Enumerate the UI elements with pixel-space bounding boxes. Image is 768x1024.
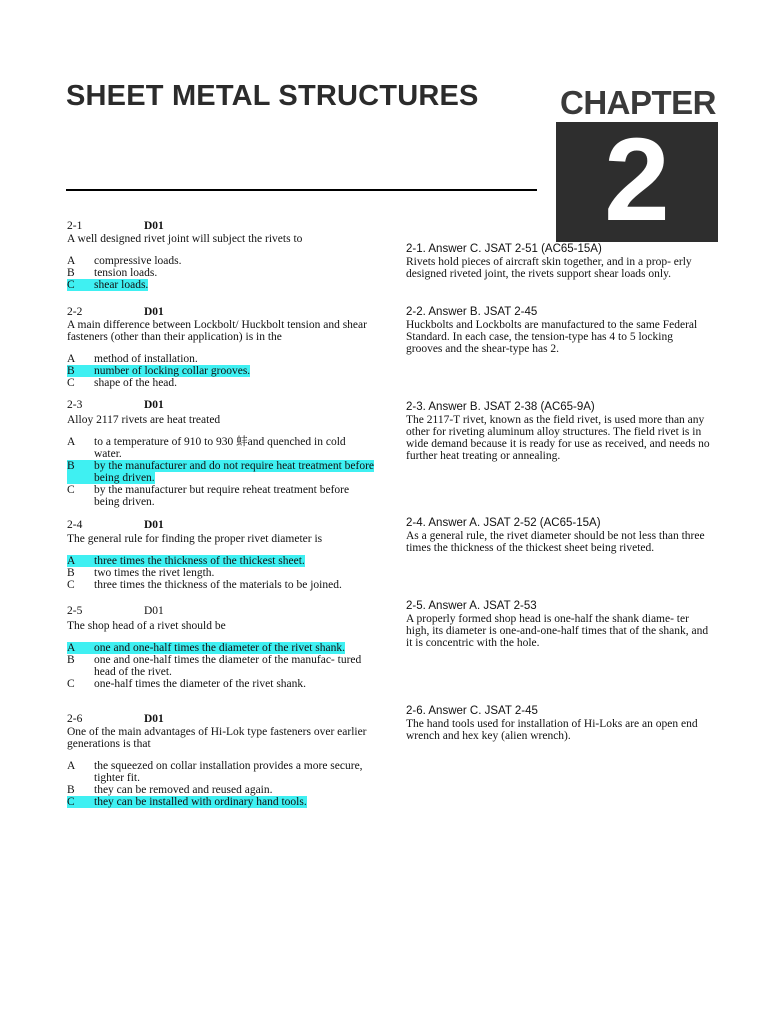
- question-2-5: [67, 605, 382, 690]
- option-a: A method of installation.: [67, 353, 198, 365]
- question-2-3: [67, 399, 382, 508]
- question-number: 2-4: [67, 519, 83, 531]
- option-b: B they can be removed and reused again.: [67, 784, 273, 796]
- answer-heading: 2-6. Answer C. JSAT 2-45: [406, 705, 538, 717]
- question-number: 2-5: [67, 605, 83, 617]
- question-number: 2-1: [67, 220, 83, 232]
- option-c-correct: C shear loads.: [67, 279, 149, 291]
- answer-2-2: [406, 306, 712, 355]
- chapter-badge: [556, 114, 718, 246]
- option-a: A compressive loads.: [67, 255, 182, 267]
- option-a: A the squeezed on collar installation provides a more secure, tighter fit.: [67, 760, 363, 784]
- question-2-2: [67, 306, 382, 389]
- option-a-correct: A three times the thickness of the thickest sheet.: [67, 555, 305, 567]
- question-code: D01: [144, 220, 164, 232]
- question-2-6: [67, 713, 382, 808]
- answer-2-3: [406, 401, 712, 462]
- question-code: D01: [144, 605, 164, 617]
- answer-heading: 2-2. Answer B. JSAT 2-45: [406, 306, 538, 318]
- option-c: C by the manufacturer but require reheat treatment before being driven.: [67, 484, 350, 508]
- option-b: B two times the rivet length.: [67, 567, 215, 579]
- question-number: 2-2: [67, 306, 83, 318]
- answer-text: Huckbolts and Lockbolts are manufactured to the same Federal Standard. In each case, the tension-type has 4 to 5 locking grooves and the shear-type has 2.: [406, 319, 698, 355]
- answer-heading: 2-3. Answer B. JSAT 2-38 (AC65-9A): [406, 401, 595, 413]
- question-text: A well designed rivet joint will subject the rivets to: [67, 233, 303, 245]
- question-text: Alloy 2117 rivets are heat treated: [67, 414, 221, 426]
- answer-text: Rivets hold pieces of aircraft skin together, and in a prop- erly designed riveted joint, the rivets support shear loads only.: [406, 256, 692, 280]
- question-text: A main difference between Lockbolt/ Huckbolt tension and shear fasteners (other than their application) is in the: [67, 319, 367, 343]
- question-number: 2-3: [67, 399, 83, 411]
- option-c: C three times the thickness of the materials to be joined.: [67, 579, 342, 591]
- answer-2-4: [406, 517, 712, 554]
- question-code: D01: [144, 306, 164, 318]
- answer-2-5: [406, 600, 712, 649]
- option-b: B one and one-half times the diameter of the manufac- tured head of the rivet.: [67, 654, 362, 678]
- question-text: The shop head of a rivet should be: [67, 620, 226, 632]
- chapter-word: CHAPTER: [559, 84, 716, 121]
- answer-2-6: [406, 705, 712, 742]
- answer-text: As a general rule, the rivet diameter should be not less than three times the thickness of the thickest sheet being riveted.: [406, 530, 705, 554]
- question-2-1: [67, 220, 382, 291]
- question-number: 2-6: [67, 713, 83, 725]
- question-text: The general rule for finding the proper rivet diameter is: [67, 533, 323, 545]
- option-c-correct: C they can be installed with ordinary hand tools.: [67, 796, 307, 808]
- question-code: D01: [144, 519, 164, 531]
- answer-text: The hand tools used for installation of Hi-Loks are an open end wrench and hex key (alien wrench).: [406, 718, 698, 742]
- answer-text: The 2117-T rivet, known as the field rivet, is used more than any other for riveting aluminum alloy structures. The field rivet is in wide demand because it is ready for use as received, and needs no further heat treating or annealing.: [406, 414, 710, 462]
- option-b: B tension loads.: [67, 267, 158, 279]
- option-b-correct: B by the manufacturer and do not require heat treatment before being driven.: [67, 460, 375, 484]
- answer-2-1: [406, 243, 712, 280]
- question-text: One of the main advantages of Hi-Lok type fasteners over earlier generations is that: [67, 726, 367, 750]
- answer-text: A properly formed shop head is one-half the shank diame- ter high, its diameter is one-and-one-half times that of the shank, and it is concentric with the hole.: [406, 613, 709, 649]
- option-a-correct: A one and one-half times the diameter of the rivet shank.: [67, 642, 345, 654]
- question-2-4: [67, 519, 382, 591]
- answer-heading: 2-4. Answer A. JSAT 2-52 (AC65-15A): [406, 517, 601, 529]
- answer-heading: 2-5. Answer A. JSAT 2-53: [406, 600, 537, 612]
- page-title: SHEET METAL STRUCTURES: [66, 80, 479, 112]
- question-code: D01: [144, 713, 164, 725]
- title-rule: [66, 189, 537, 191]
- question-code: D01: [144, 399, 164, 411]
- option-c: C shape of the head.: [67, 377, 178, 389]
- answer-heading: 2-1. Answer C. JSAT 2-51 (AC65-15A): [406, 243, 602, 255]
- option-c: C one-half times the diameter of the rivet shank.: [67, 678, 307, 690]
- chapter-number: 2: [604, 114, 670, 246]
- option-a: A to a temperature of 910 to 930 蚌and quenched in cold water.: [67, 436, 346, 460]
- option-b-correct: B number of locking collar grooves.: [67, 365, 251, 377]
